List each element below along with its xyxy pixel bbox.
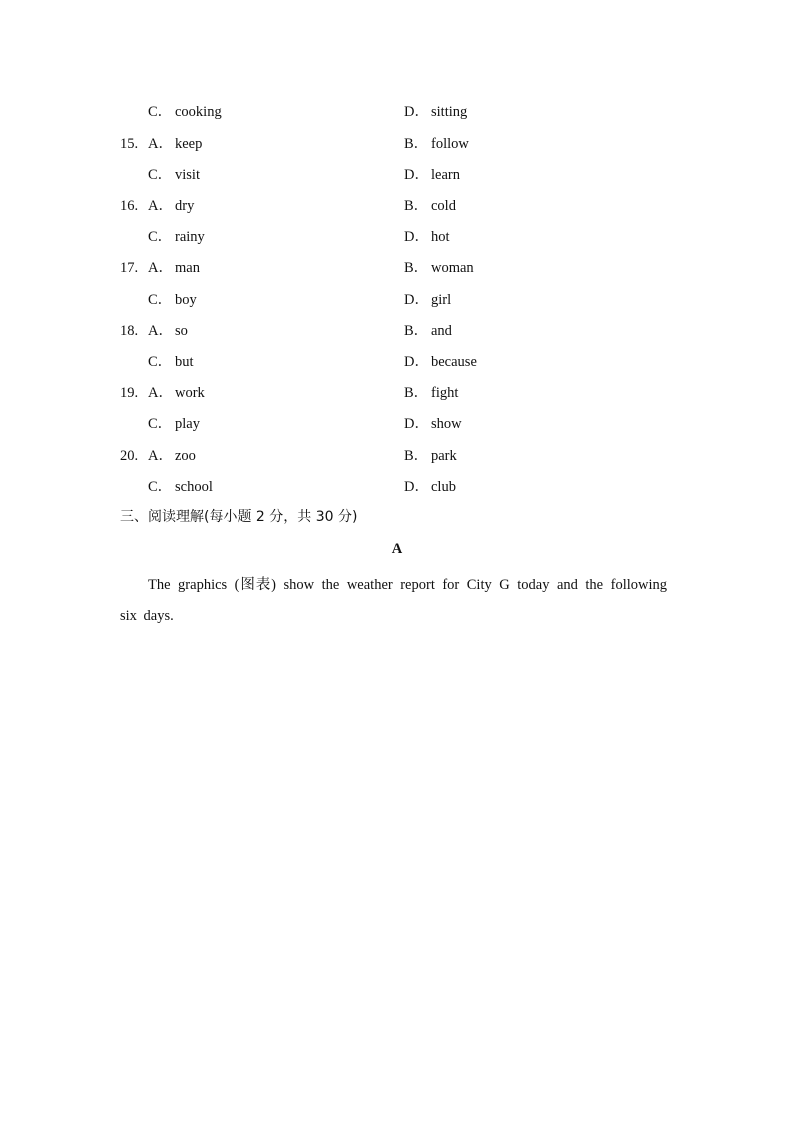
option-row xyxy=(0,446,794,466)
option-letter: A． xyxy=(148,323,173,339)
option-letter: C． xyxy=(148,167,173,183)
option-text: park xyxy=(431,448,457,464)
option-text: learn xyxy=(431,167,460,183)
option-letter: D． xyxy=(404,104,429,120)
question-number: 19. xyxy=(120,385,139,401)
option-letter: B． xyxy=(404,198,429,214)
option-right xyxy=(404,477,456,497)
option-text: keep xyxy=(175,136,203,152)
option-text: and xyxy=(431,323,452,339)
option-text: club xyxy=(431,479,456,495)
option-text: sitting xyxy=(431,104,468,120)
option-row xyxy=(0,134,794,154)
option-row xyxy=(0,102,794,122)
option-text: dry xyxy=(175,198,195,214)
option-letter: B． xyxy=(404,260,429,276)
option-text: so xyxy=(175,323,188,339)
option-letter: A． xyxy=(148,198,173,214)
option-letter: D． xyxy=(404,479,429,495)
option-letter: A． xyxy=(148,260,173,276)
option-left xyxy=(148,352,194,372)
option-right xyxy=(404,290,451,310)
option-left xyxy=(148,321,188,341)
option-left xyxy=(148,383,205,403)
option-text: boy xyxy=(175,292,197,308)
option-left xyxy=(148,290,197,310)
option-letter: A． xyxy=(148,448,173,464)
option-row xyxy=(0,227,794,247)
passage-paragraph: The graphics (图表) show the weather report for City G today and the following six days. xyxy=(120,577,667,624)
option-right xyxy=(404,227,450,247)
option-left xyxy=(148,134,202,154)
question-number: 18. xyxy=(120,323,139,339)
option-right xyxy=(404,196,456,216)
option-row xyxy=(0,477,794,497)
option-right xyxy=(404,134,469,154)
option-left xyxy=(148,165,200,185)
option-text: cooking xyxy=(175,104,222,120)
option-right xyxy=(404,102,467,122)
option-right xyxy=(404,165,460,185)
option-row xyxy=(0,196,794,216)
option-text: work xyxy=(175,385,205,401)
option-left xyxy=(148,258,200,278)
option-letter: C． xyxy=(148,416,173,432)
question-number: 16. xyxy=(120,198,139,214)
option-text: follow xyxy=(431,136,469,152)
option-letter: C． xyxy=(148,479,173,495)
option-left xyxy=(148,196,194,216)
option-letter: B． xyxy=(404,385,429,401)
option-row xyxy=(0,290,794,310)
option-letter: B． xyxy=(404,448,429,464)
option-letter: A． xyxy=(148,136,173,152)
option-letter: C． xyxy=(148,354,173,370)
option-right xyxy=(404,258,474,278)
option-letter: D． xyxy=(404,416,429,432)
option-text: man xyxy=(175,260,200,276)
question-number: 17. xyxy=(120,260,139,276)
option-letter: B． xyxy=(404,136,429,152)
option-letter: C． xyxy=(148,104,173,120)
option-row xyxy=(0,352,794,372)
option-row xyxy=(0,165,794,185)
section-heading: 三、阅读理解(每小题 2 分，共 30 分) xyxy=(120,509,358,525)
option-left xyxy=(148,102,222,122)
option-right xyxy=(404,414,462,434)
option-text: fight xyxy=(431,385,459,401)
option-row xyxy=(0,383,794,403)
option-text: zoo xyxy=(175,448,196,464)
option-text: school xyxy=(175,479,213,495)
option-letter: B． xyxy=(404,323,429,339)
option-text: cold xyxy=(431,198,456,214)
option-letter: C． xyxy=(148,229,173,245)
option-text: visit xyxy=(175,167,200,183)
option-text: because xyxy=(431,354,477,370)
option-right xyxy=(404,446,457,466)
option-right xyxy=(404,383,458,403)
option-text: rainy xyxy=(175,229,205,245)
option-text: girl xyxy=(431,292,452,308)
option-letter: D． xyxy=(404,354,429,370)
option-row xyxy=(0,414,794,434)
option-letter: D． xyxy=(404,229,429,245)
option-left xyxy=(148,446,196,466)
option-left xyxy=(148,414,200,434)
question-number: 15. xyxy=(120,136,139,152)
option-left xyxy=(148,477,213,497)
option-letter: D． xyxy=(404,292,429,308)
option-text: woman xyxy=(431,260,474,276)
option-letter: A． xyxy=(148,385,173,401)
option-letter: D． xyxy=(404,167,429,183)
option-letter: C． xyxy=(148,292,173,308)
option-right xyxy=(404,352,477,372)
option-right xyxy=(404,321,452,341)
option-text: but xyxy=(175,354,194,370)
option-left xyxy=(148,227,205,247)
option-text: show xyxy=(431,416,462,432)
option-text: play xyxy=(175,416,200,432)
option-text: hot xyxy=(431,229,450,245)
option-row xyxy=(0,258,794,278)
passage-label: A xyxy=(391,541,403,557)
option-row xyxy=(0,321,794,341)
question-number: 20. xyxy=(120,448,139,464)
